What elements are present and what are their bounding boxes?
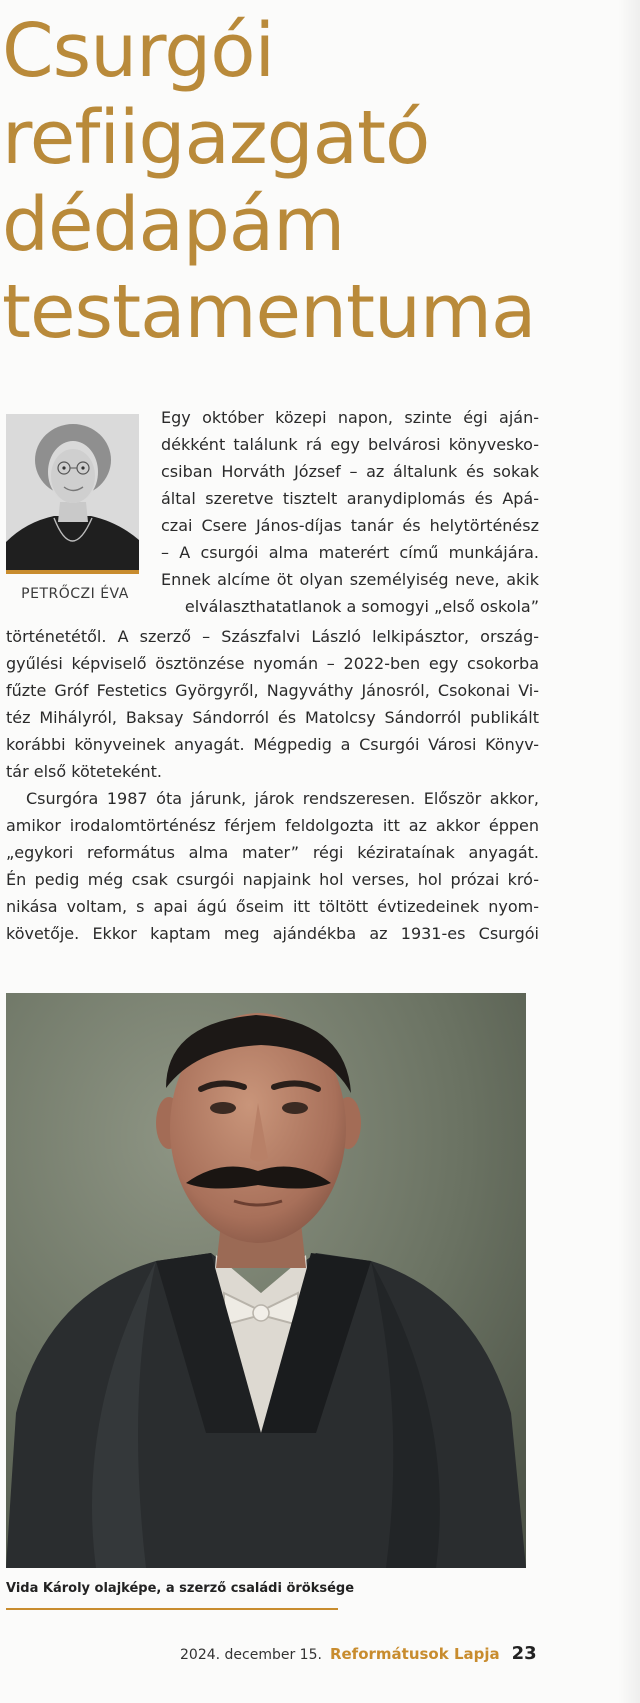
text-line: dékként találunk rá egy belvárosi könyvesko- <box>161 435 539 454</box>
text-line: által szeretve tisztelt aranydiplomás és Apá- <box>161 489 539 508</box>
text-line: tár első köteteként. <box>6 762 162 781</box>
paragraph <box>6 623 539 785</box>
paragraph <box>6 785 539 947</box>
caption-divider <box>6 1608 338 1610</box>
text-line: Csurgóra 1987 óta járunk, járok rendszeresen. Először akkor, <box>26 789 539 808</box>
text-line: csiban Horváth József – az általunk és sokak <box>161 462 539 481</box>
text-line: Egy október közepi napon, szinte égi aján- <box>161 408 539 427</box>
page-number: 23 <box>511 1643 537 1664</box>
oil-painting-image <box>6 993 526 1568</box>
text-line: történetétől. A szerző – Szászfalvi László lelkipásztor, ország- <box>6 627 539 646</box>
author-photo <box>6 414 139 574</box>
text-line: gyűlési képviselő ösztönzése nyomán – 2022-ben egy csokorba <box>6 654 539 673</box>
text-line: „egykori református alma mater” régi kézirataínak anyagát. <box>6 843 539 862</box>
text-line: téz Mihályról, Baksay Sándorról és Matolcsy Sándorról publikált <box>6 708 539 727</box>
magazine-name: Reformátusok Lapja <box>329 1645 500 1663</box>
article-body <box>6 623 539 947</box>
text-line: czai Csere János-díjas tanár és helytörténész <box>161 516 539 535</box>
intro-text <box>161 404 539 620</box>
text-line: korábbi könyveinek anyagát. Mégpedig a Csurgói Városi Könyv- <box>6 735 539 754</box>
text-line: Én pedig még csak csurgói napjaink hol verses, hol prózai kró- <box>6 870 539 889</box>
text-line: nikása voltam, s apai ágú őseim itt töltött évtizedeinek nyom- <box>6 897 539 916</box>
text-line: – A csurgói alma materért című munkájára. <box>161 543 539 562</box>
text-line: elválaszthatatlanok a somogyi „első oskola” <box>184 597 539 616</box>
portrait-painting-illustration <box>6 993 526 1568</box>
article-title: Csurgói refiigazgató dédapám testamentuma <box>2 8 536 355</box>
text-line: követője. Ekkor kaptam meg ajándékba az 1931-es Csurgói <box>6 924 539 943</box>
image-caption: Vida Károly olajképe, a szerző családi öröksége <box>6 1581 355 1596</box>
issue-date: 2024. december 15. <box>180 1647 322 1663</box>
author-name: PETRŐCZI ÉVA <box>21 586 129 602</box>
page-footer <box>180 1643 537 1664</box>
text-line: Ennek alcíme öt olyan személyiség neve, akik <box>161 570 539 589</box>
text-line: fűzte Gróf Festetics Györgyről, Nagyváthy Jánosról, Csokonai Vi- <box>6 681 539 700</box>
text-line: amikor irodalomtörténész férjem feldolgozta itt az akkor éppen <box>6 816 539 835</box>
author-portrait-image <box>6 414 139 574</box>
